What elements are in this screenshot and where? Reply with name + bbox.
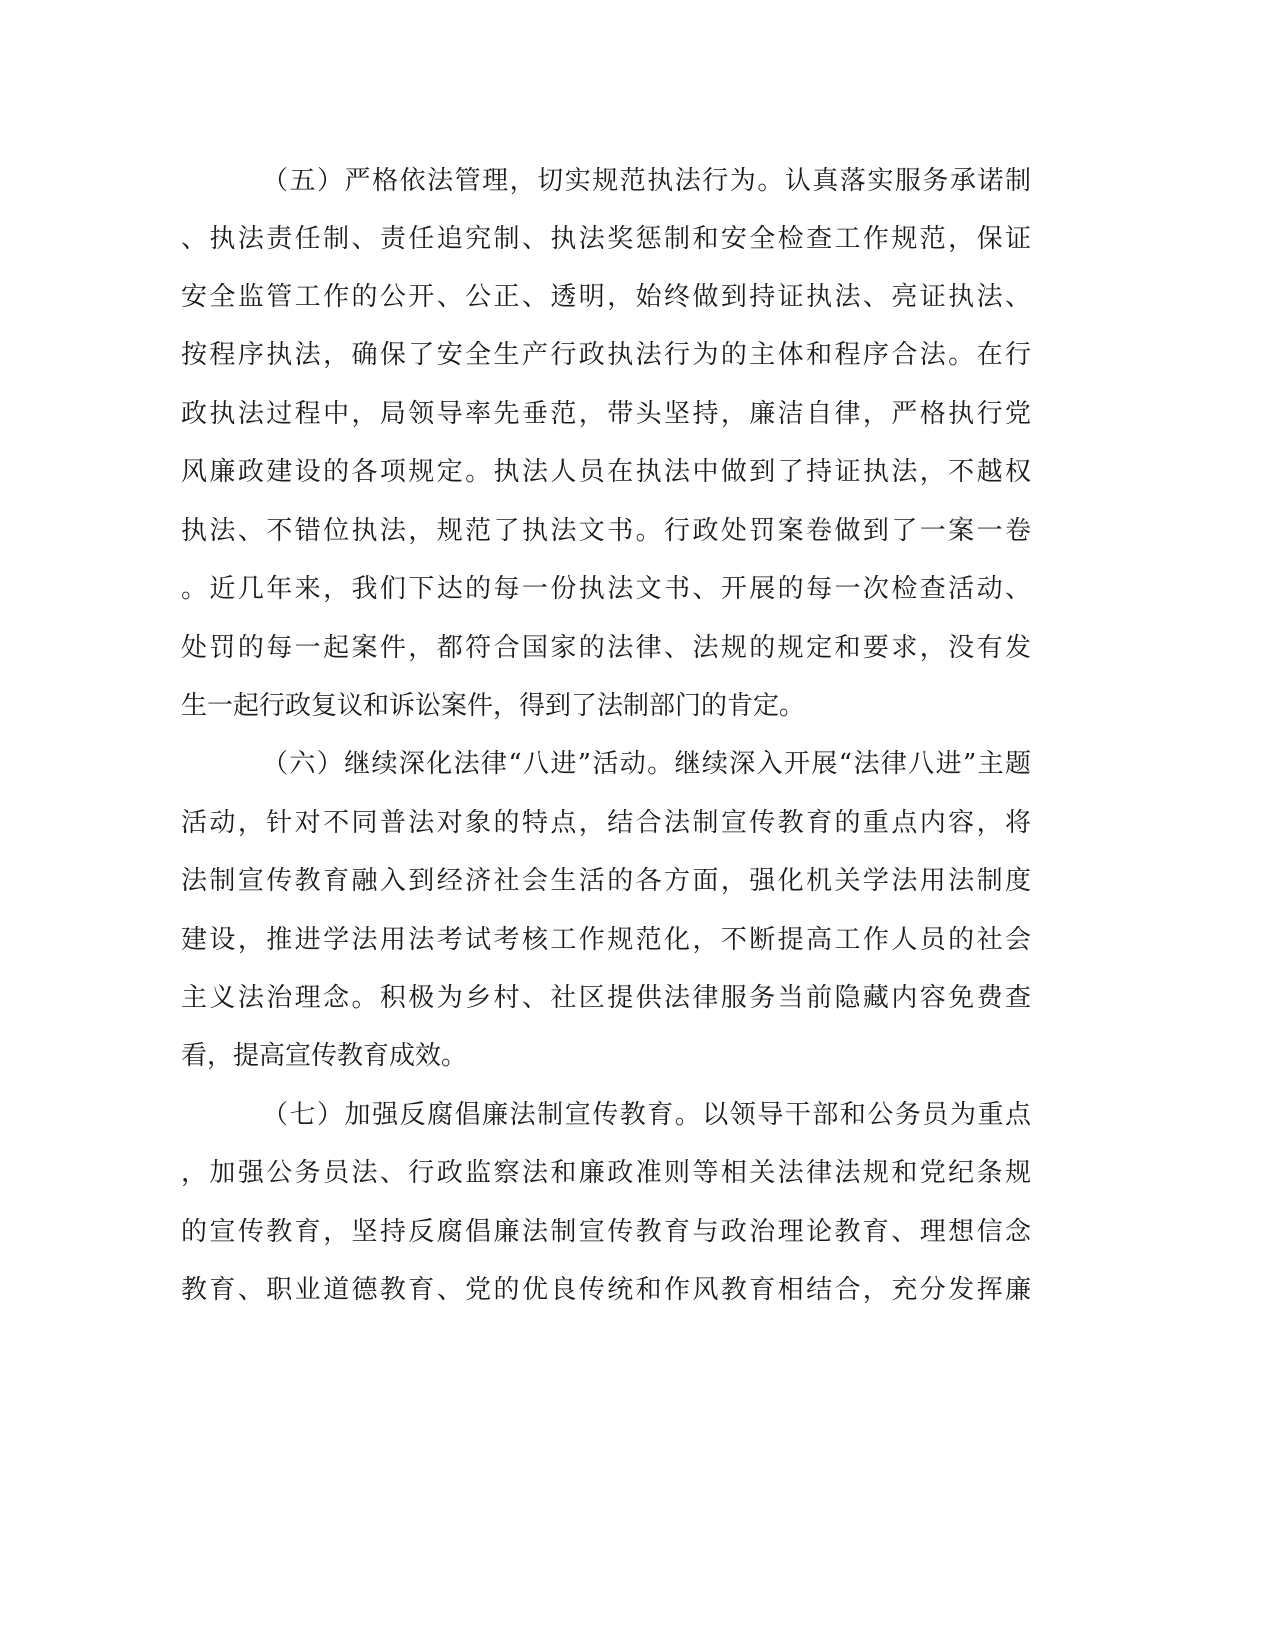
paragraph-5-line-10: 生一起行政复议和诉讼案件，得到了法制部门的肯定。 <box>181 691 806 721</box>
paragraph-7-line-1: （七）加强反腐倡廉法制宣传教育。以领导干部和公务员为重点 <box>262 1100 1031 1130</box>
paragraph-5-line-1: （五）严格依法管理，切实规范执法行为。认真落实服务承诺制 <box>262 166 1031 196</box>
paragraph-7-line-4: 教育、职业道德教育、党的优良传统和作风教育相结合，充分发挥廉 <box>181 1275 1031 1305</box>
paragraph-5-line-7: 执法、不错位执法，规范了执法文书。行政处罚案卷做到了一案一卷 <box>181 516 1031 546</box>
paragraph-6-line-1: （六）继续深化法律“八进”活动。继续深入开展“法律八进”主题 <box>262 749 1031 779</box>
paragraph-6-line-6: 看，提高宣传教育成效。 <box>181 1041 468 1071</box>
paragraph-5-line-4: 按程序执法，确保了安全生产行政执法行为的主体和程序合法。在行 <box>181 340 1031 370</box>
paragraph-5-line-9: 处罚的每一起案件，都符合国家的法律、法规的规定和要求，没有发 <box>181 633 1031 663</box>
paragraph-5-line-5: 政执法过程中，局领导率先垂范，带头坚持，廉洁自律，严格执行党 <box>181 399 1031 429</box>
paragraph-5-line-6: 风廉政建设的各项规定。执法人员在执法中做到了持证执法，不越权 <box>181 457 1031 487</box>
paragraph-5-line-3: 安全监管工作的公开、公正、透明，始终做到持证执法、亮证执法、 <box>181 282 1031 312</box>
paragraph-5-line-2: 、执法责任制、责任追究制、执法奖惩制和安全检查工作规范，保证 <box>181 224 1031 254</box>
paragraph-6-line-4: 建设，推进学法用法考试考核工作规范化，不断提高工作人员的社会 <box>181 925 1031 955</box>
paragraph-6-line-2: 活动，针对不同普法对象的特点，结合法制宣传教育的重点内容，将 <box>181 808 1031 838</box>
paragraph-6-line-5: 主义法治理念。积极为乡村、社区提供法律服务当前隐藏内容免费查 <box>181 983 1031 1013</box>
paragraph-7-line-2: ，加强公务员法、行政监察法和廉政准则等相关法律法规和党纪条规 <box>181 1158 1031 1188</box>
paragraph-5-line-8: 。近几年来，我们下达的每一份执法文书、开展的每一次检查活动、 <box>181 574 1031 604</box>
paragraph-6-line-3: 法制宣传教育融入到经济社会生活的各方面，强化机关学法用法制度 <box>181 866 1031 896</box>
paragraph-7-line-3: 的宣传教育，坚持反腐倡廉法制宣传教育与政治理论教育、理想信念 <box>181 1217 1031 1247</box>
